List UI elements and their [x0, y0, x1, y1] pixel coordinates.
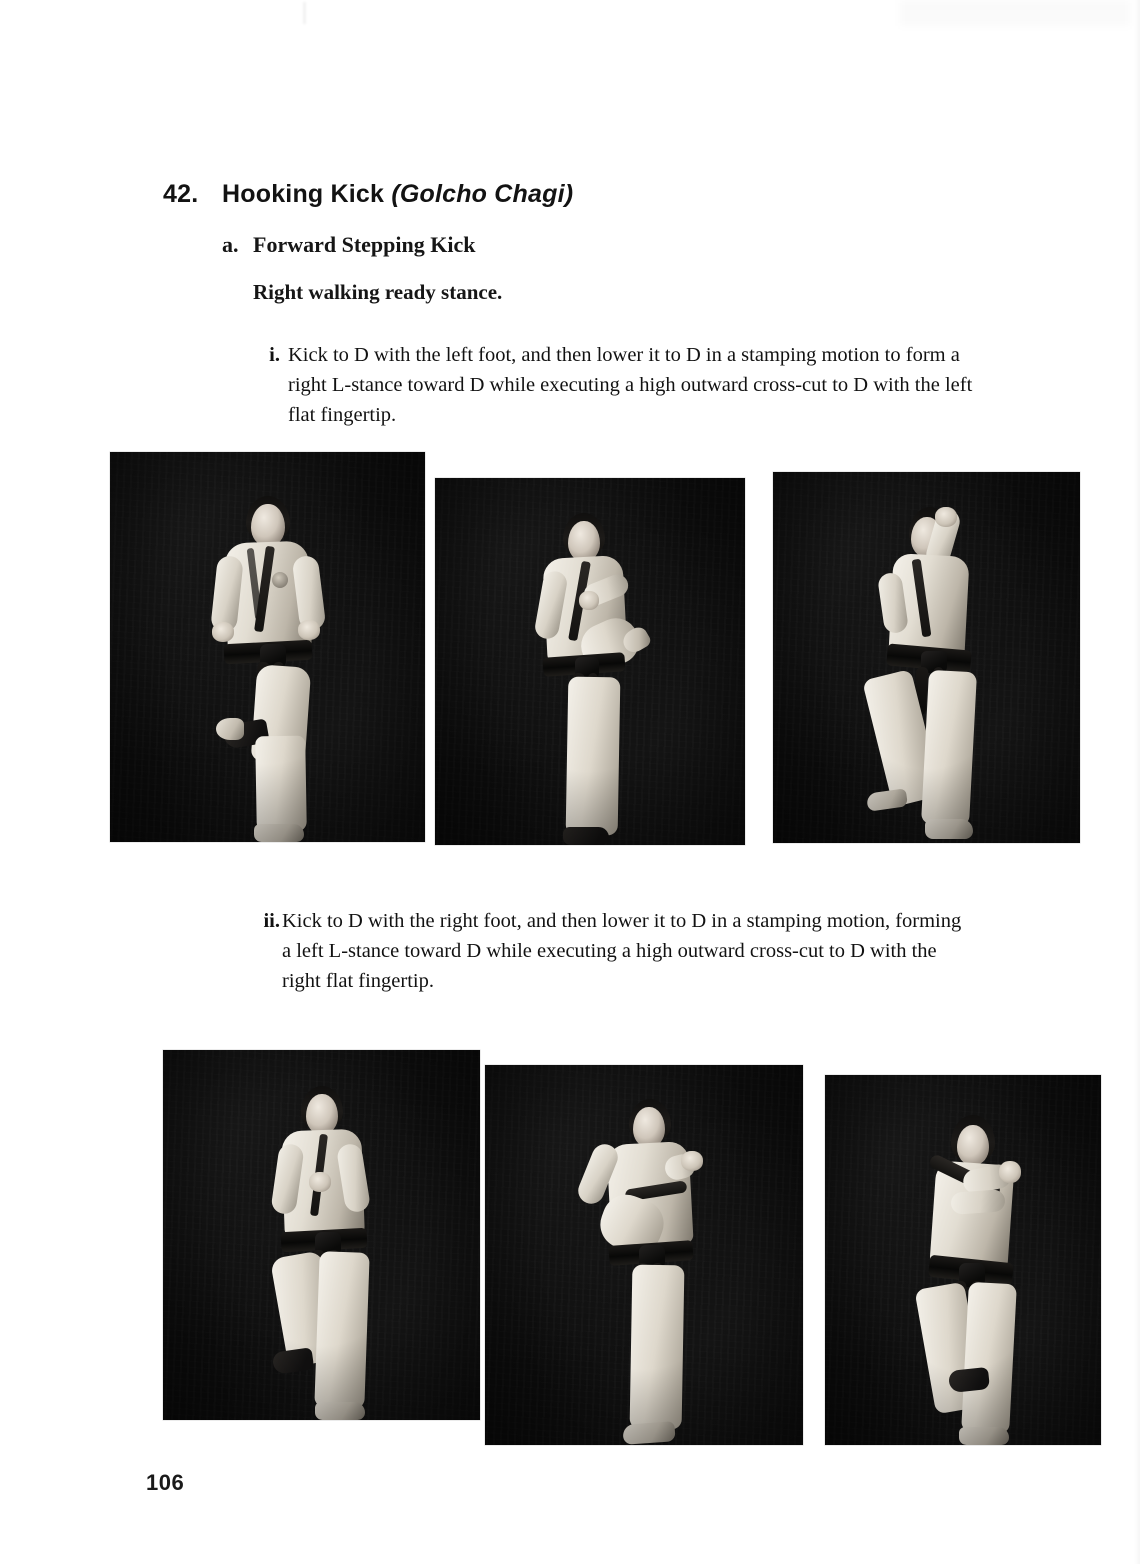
subsection-title-text: Forward Stepping Kick: [253, 232, 476, 257]
step-text-i: Kick to D with the left foot, and then lower it to D in a stamping motion to form a right L-stance toward D while executing a high outward cross-cut to D with the left flat fingertip.: [288, 344, 973, 426]
section-heading: [163, 180, 573, 209]
photo-step-i-3: [773, 472, 1080, 843]
scan-artifact-tick: [303, 2, 306, 24]
step-marker-i: i.: [269, 344, 280, 366]
photo-step-i-2: [435, 478, 745, 845]
photo-step-ii-3: [825, 1075, 1101, 1445]
ready-stance-line: Right walking ready stance.: [253, 280, 503, 304]
section-title-text: Hooking Kick: [222, 180, 385, 208]
step-item-i: [247, 340, 977, 430]
photo-step-i-1: [110, 452, 425, 842]
subsection-heading: [222, 232, 475, 258]
step-item-ii: [244, 906, 974, 996]
page-number: 106: [146, 1470, 185, 1495]
step-marker-ii: ii.: [263, 910, 280, 932]
photo-step-ii-2: [485, 1065, 803, 1445]
scan-artifact-right-edge: [1134, 0, 1140, 1564]
step-text-ii: Kick to D with the right foot, and then lower it to D in a stamping motion, forming a left L-stance toward D while executing a high outward cross-cut to D with the right flat fingertip.: [282, 910, 962, 992]
scan-artifact-top: [900, 0, 1130, 26]
section-number: 42.: [163, 180, 199, 208]
section-korean-name: (Golcho Chagi): [391, 180, 574, 208]
photo-step-ii-1: [163, 1050, 480, 1420]
subsection-marker: a.: [222, 232, 239, 257]
